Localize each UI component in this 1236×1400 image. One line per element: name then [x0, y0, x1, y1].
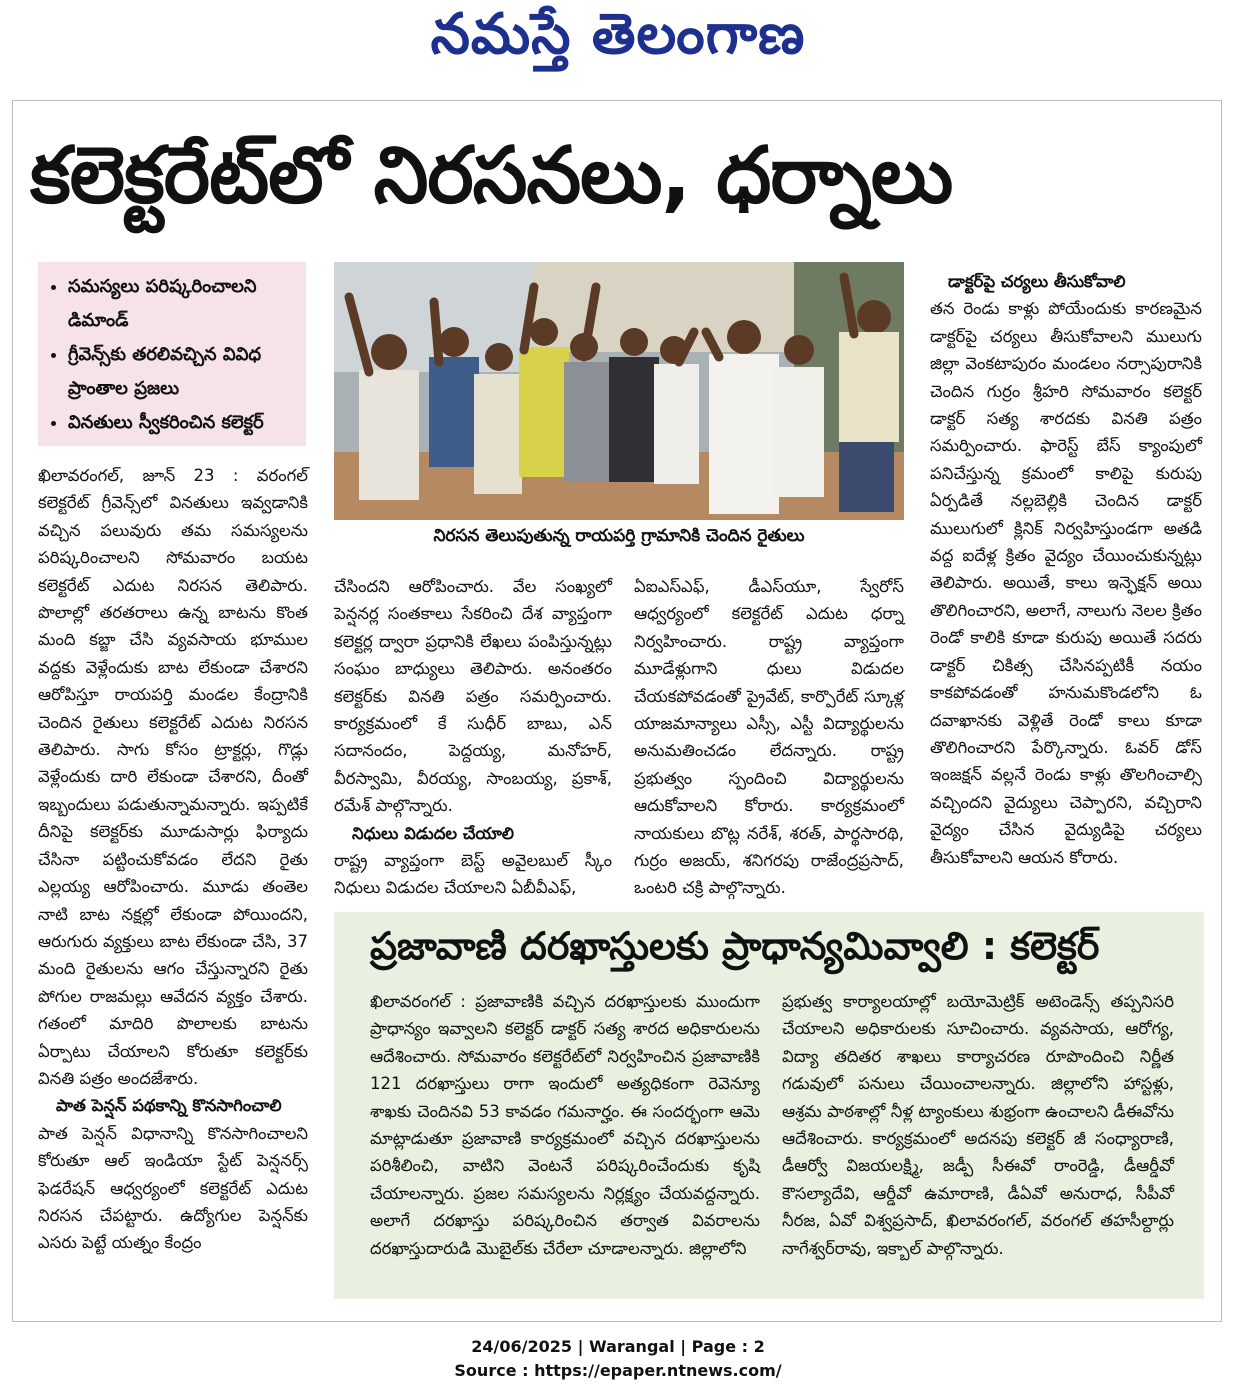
highlight-item: • గ్రీవెన్స్‌కు తరలివచ్చిన వివిధ ప్రాంతాల ప్రజలు	[68, 338, 296, 406]
article-paragraph: చేసిందని ఆరోపించారు. వేల సంఖ్యలో పెన్షనర్ల సంతకాలు సేకరించి దేశ వ్యాప్తంగా కలెక్టర్ల ద్వారా ప్రధానికి లేఖలు పంపిస్తున్నట్లు సంఘం బాధ్యులు తెలిపారు. అనంతరం కలెక్టర్‌కు వినతి పత్రం సమర్పించారు. కార్యక్రమంలో కే సుధీర్ బాబు, ఎన్ సదానందం, పెద్దయ్య, మనోహర్, వీరస్వామి, వీరయ్య, సాంబయ్య, ప్రకాశ్, రమేశ్ పాల్గొన్నారు.	[334, 577, 612, 816]
highlight-item: • సమస్యలు పరిష్కరించాలని డిమాండ్	[68, 270, 296, 338]
column-1	[38, 462, 308, 1257]
article-paragraph: ఖిలావరంగల్, జూన్ 23 : వరంగల్ కలెక్టరేట్ గ్రీవెన్స్‌లో వినతులు ఇవ్వడానికి వచ్చిన పలువురు తమ సమస్యలను పరిష్కరించాలని సోమవారం బయట కలెక్టరేట్ ఎదుట నిరసన తెలిపారు. పొలాల్లో తరతరాలు ఉన్న బాటను కొంత మంది కబ్జా చేసి వ్యవసాయ భూముల వద్దకు వెళ్లేందుకు బాట లేకుండా చేశారని ఆరోపిస్తూ రాయపర్తి మండల కేంద్రానికి చెందిన రైతులు కలెక్టరేట్ ఎదుట నిరసన తెలిపారు. సాగు కోసం ట్రాక్టర్లు, గొడ్లు వెళ్లేందుకు దారి లేకుండా చేశారని, దీంతో ఇబ్బందులు పడుతున్నామన్నారు. ఇప్పటికే దీనిపై కలెక్టర్‌కు మూడుసార్లు ఫిర్యాదు చేసినా పట్టించుకోవడం లేదని రైతు ఎల్లయ్య ఆరోపించారు. మూడు తంతెల నాటి బాట నక్షల్లో లేకుండా పోయిందని, ఆరుగురు వ్యక్తులు బాట లేకుండా చేసి, 37 మంది రైతులను ఆగం చేస్తున్నారని రైతు పోగుల రాజమల్లు ఆవేదన వ్యక్తం చేశారు. గతంలో మాదిరి పొలాలకు బాటను ఏర్పాటు చేయాలని కోరుతూ కలెక్టర్‌కు వినతి పత్రం అందజేశారు.	[38, 466, 308, 1088]
article-paragraph: రాష్ట్ర వ్యాప్తంగా బెస్ట్ అవైలబుల్ స్కీం నిధులు విడుదల చేయాలని ఏబీవీఎఫ్,	[334, 851, 612, 898]
article-paragraph: ప్రభుత్వ కార్యాలయాల్లో బయోమెట్రిక్ అటెండెన్స్ తప్పనిసరి చేయాలని అధికారులకు సూచించారు. వ్యవసాయ, ఆరోగ్య, విద్యా తదితర శాఖలు కార్యాచరణ రూపొందించి నిర్ణీత గడువులో పనులు చేయించాలన్నారు. జిల్లాలోని హాస్టళ్లు, ఆశ్రమ పాఠశాల్లో నీళ్ల ట్యాంకులు శుభ్రంగా ఉంచాలని డీఈవోను ఆదేశించారు. కార్యక్రమంలో అదనపు కలెక్టర్ జీ సంధ్యారాణి, డీఆర్వో విజయలక్ష్మి, జడ్పీ సీఈవో రాంరెడ్డి, డీఆర్డీవో కౌసల్యాదేవి, ఆర్డీవో ఉమారాణి, డీఏవో అనురాధ, సీపీవో నీరజ, ఏవో విశ్వప్రసాద్, ఖిలావరంగల్, వరంగల్ తహసీల్దార్లు నాగేశ్వర్‌రావు, ఇక్బాల్ పాల్గొన్నారు.	[782, 992, 1174, 1258]
subheading: నిధులు విడుదల చేయాలి	[352, 823, 514, 843]
column-2	[334, 573, 612, 902]
highlight-item: • వినతులు స్వీకరించిన కలెక్టర్	[68, 406, 296, 440]
column-4	[930, 268, 1202, 871]
article-paragraph: పాత పెన్షన్ విధానాన్ని కొనసాగించాలని కోరుతూ ఆల్ ఇండియా స్టేట్ పెన్షనర్స్ ఫెడరేషన్ ఆధ్వర్యంలో కలెక్టరేట్ ఎదుట నిరసన చేపట్టారు. ఉద్యోగుల పెన్షన్‌కు ఎసరు పెట్టే యత్నం కేంద్రం	[38, 1123, 308, 1253]
collector-story-headline: ప్రజావాణి దరఖాస్తులకు ప్రాధాన్యమివ్వాలి : కలెక్టర్	[370, 924, 1100, 968]
subheading: పాత పెన్షన్ పథకాన్ని కొనసాగించాలి	[56, 1096, 282, 1116]
photo-caption: నిరసన తెలుపుతున్న రాయపర్తి గ్రామానికి చెందిన రైతులు	[433, 526, 805, 546]
article-paragraph: ఏఐఎస్ఎఫ్, డీఎస్‌యూ, స్వేరోస్ ఆధ్వర్యంలో కలెక్టరేట్ ఎదుట ధర్నా నిర్వహించారు. రాష్ట్ర వ్యాప్తంగా మూడేళ్లుగాని ధులు విడుదల చేయకపోవడంతో ప్రైవేట్, కార్పొరేట్ స్కూళ్ల యాజమాన్యాలు ఎస్సీ, ఎస్టీ విద్యార్థులను అనుమతించడం లేదన్నారు. రాష్ట్ర ప్రభుత్వం స్పందించి విద్యార్థులను ఆదుకోవాలని కోరారు. కార్యక్రమంలో నాయకులు బొట్ల నరేశ్, శరత్, పార్థసారథి, గుర్రం అజయ్, శనిగరపు రాజేంద్రప్రసాద్, ఒంటరి చక్రి పాల్గొన్నారు.	[634, 577, 904, 898]
column-3	[634, 573, 904, 902]
article-paragraph: ఖిలావరంగల్ : ప్రజావాణికి వచ్చిన దరఖాస్తులకు ముందుగా ప్రాధాన్యం ఇవ్వాలని కలెక్టర్ డాక్టర్ సత్య శారద అధికారులను ఆదేశించారు. సోమవారం కలెక్టరేట్‌లో నిర్వహించిన ప్రజావాణికి 121 దరఖాస్తులు రాగా ఇందులో అత్యధికంగా రెవెన్యూ శాఖకు చెందినవి 53 కావడం గమనార్హం. ఈ సందర్భంగా ఆమె మాట్లాడుతూ ప్రజావాణి కార్యక్రమంలో వచ్చిన దరఖాస్తులను పరిశీలించి, వాటిని వెంటనే పరిష్కరించేందుకు కృషి చేయాలన్నారు. ప్రజల సమస్యలను నిర్లక్ష్యం చేయవద్దన్నారు. అలాగే దరఖాస్తు పరిష్కరించిన తర్వాత వివరాలను దరఖాస్తుదారుడి మొబైల్‌కు చేరేలా చూడాలన్నారు. జిల్లాలోని	[370, 992, 760, 1258]
subheading: డాక్టర్‌పై చర్యలు తీసుకోవాలి	[948, 272, 1126, 291]
protest-photo-illustration	[334, 262, 904, 520]
collector-story-column-2	[782, 988, 1174, 1262]
headline: కలెక్టరేట్‌లో నిరసనలు, ధర్నాలు	[30, 131, 953, 221]
masthead: నమస్తే తెలంగాణ	[430, 2, 806, 67]
footer-date-line: 24/06/2025 | Warangal | Page : 2	[471, 1337, 765, 1356]
article-paragraph: తన రెండు కాళ్లు పోయేందుకు కారణమైన డాక్టర్‌పై చర్యలు తీసుకోవాలని ములుగు జిల్లా వెంకటాపురం మండలం నర్సాపురానికి చెందిన గుర్రం శ్రీహరి సోమవారం కలెక్టర్ డాక్టర్ సత్య శారదకు వినతి పత్రం సమర్పించారు. ఫారెస్ట్ బేస్ క్యాంపులో పనిచేస్తున్న క్రమంలో కాలిపై కురుపు ఏర్పడితే నల్లబెల్లికి చెందిన డాక్టర్ ములుగులో క్లినిక్ నిర్వహిస్తుండగా అతడి వద్ద ఐదేళ్ల క్రితం వైద్యం చేయించుకున్నట్లు తెలిపారు. అయితే, కాలు ఇన్ఫెక్షన్ అయి తొలిగించారని, అలాగే, నాలుగు నెలల క్రితం రెండో కాలికి కూడా కురుపు అయితే సదరు డాక్టర్ చికిత్స చేసినప్పటికీ నయం కాకపోవడంతో హనుమకొండలోని ఓ దవాఖానకు వెళ్లితే రెండో కాలు కూడా తొలిగించారని పేర్కొన్నారు. ఓవర్ డోస్ ఇంజక్షన్ వల్లనే రెండు కాళ్లు తొలగించాల్సి వచ్చిందని వైద్యులు చెప్పారని, వచ్చిరాని వైద్యం చేసిన వైద్యుడిపై చర్యలు తీసుకోవాలని ఆయన కోరారు.	[930, 299, 1202, 867]
collector-story-column-1	[370, 988, 760, 1262]
footer-source-line: Source : https://epaper.ntnews.com/	[454, 1361, 782, 1380]
highlights-box	[38, 262, 306, 446]
protest-photo	[334, 262, 904, 520]
